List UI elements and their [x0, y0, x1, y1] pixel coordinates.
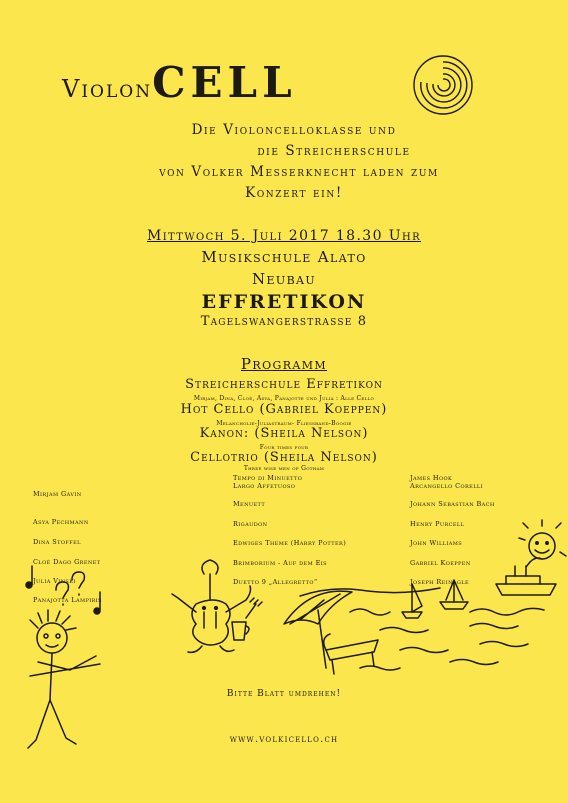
composer-name: John Williams	[410, 539, 463, 547]
program-item-note: Melancholie-Juliastraum- Fliessband-Boogie	[216, 420, 352, 427]
performer-name: Mirjam Gavin	[33, 490, 82, 498]
performer-name: Dina Stoffel	[33, 538, 81, 546]
event-venue: Musikschule Alato	[201, 248, 367, 266]
performer-name: Asya Pechmann	[33, 518, 89, 526]
intro-line: Konzert ein!	[245, 185, 343, 201]
event-date: Mittwoch 5. Juli 2017 18.30 Uhr	[146, 228, 422, 244]
piece-name: Rigaudon	[233, 520, 268, 528]
sailboat-icon	[402, 584, 422, 618]
invitation-text	[0, 120, 568, 204]
title-cell: CELL	[152, 58, 297, 107]
piece-name: Largo Affetuoso	[233, 482, 296, 490]
performer-name: Panajotta Lampiris	[33, 596, 102, 604]
program-item-title: Cellotrio (Sheila Nelson)	[190, 450, 378, 465]
title-violon: Violon	[62, 75, 153, 103]
performer-name: Julia Vinski	[33, 577, 76, 585]
piece-name: Menuett	[233, 500, 266, 508]
piece-name: Brimborium - Auf dem Eis	[233, 559, 327, 567]
beach-umbrella-icon	[284, 591, 352, 668]
flyer-title	[62, 58, 297, 107]
music-note-icon	[26, 566, 100, 614]
event-venue-building: Neubau	[251, 270, 317, 288]
performer-name: Cloé Dago Grenet	[33, 558, 101, 566]
fork-icon	[246, 598, 262, 618]
intro-line: die Streicherschule	[257, 143, 411, 159]
composer-name: Arcangello Corelli	[410, 482, 484, 490]
program-item-title: Hot Cello (Gabriel Koeppen)	[180, 402, 388, 417]
program-item-note: Mirjam, Dina, Cloé, Asya, Panajotte und Julia : Alle Cello	[193, 395, 375, 402]
piece-name: Edwiges Theme (Harry Potter)	[233, 539, 347, 547]
program-item-note: Four times four	[259, 444, 309, 451]
cello-character-icon	[172, 560, 251, 652]
composer-name: Gabriel Koeppen	[410, 559, 471, 567]
violinist-figure-icon	[28, 610, 100, 748]
ship-icon	[496, 558, 556, 595]
cup-icon	[232, 622, 249, 640]
event-city: EFFRETIKON	[201, 291, 367, 313]
sun-icon	[519, 520, 566, 567]
program-heading: Programm	[240, 355, 328, 373]
event-street: Tagelswangerstrasse 8	[200, 314, 368, 329]
composer-name: James Hook	[410, 474, 453, 482]
intro-line: Die Violoncelloklasse und	[191, 122, 397, 138]
program-item-title: Streicherschule Effretikon	[185, 377, 383, 392]
program-item-title: Kanon: (Sheila Nelson)	[199, 426, 369, 441]
program-item-note: Three wise men of Gotham	[243, 465, 325, 472]
composer-name: Henry Purcell	[410, 520, 465, 528]
turn-over-note: Bitte Blatt umdrehen!	[226, 689, 342, 699]
website-url[interactable]: www.volkicello.ch	[229, 734, 339, 745]
deck-chair-icon	[324, 634, 378, 674]
intro-line: von Volker Messerknecht laden zum	[159, 164, 439, 180]
spiral-logo-icon	[412, 54, 474, 116]
piece-name: Duetto 9 „Allegretto“	[233, 578, 318, 586]
composer-name: Joseph Reinagle	[410, 578, 470, 586]
composer-name: Johann Sebastian Bach	[410, 500, 495, 508]
piece-name: Tempo di Minuetto	[233, 474, 303, 482]
